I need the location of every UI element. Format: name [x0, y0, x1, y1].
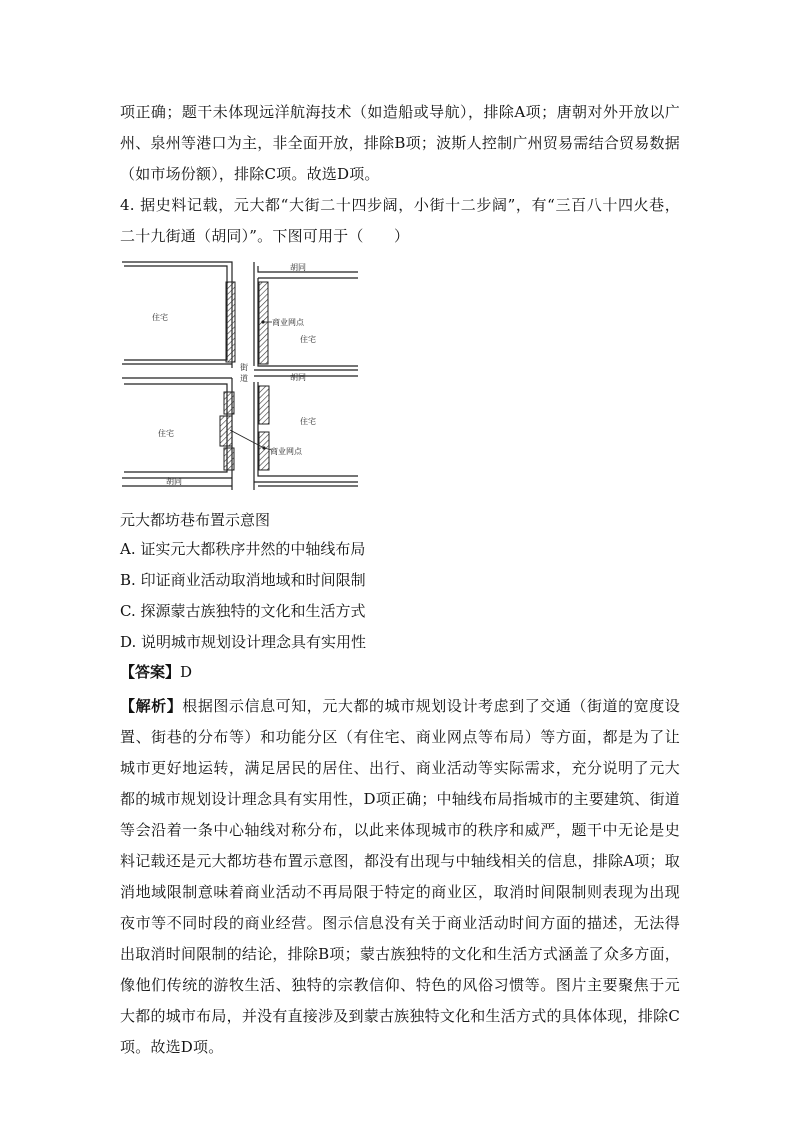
shop-block — [224, 448, 234, 470]
analysis-text: 根据图示信息可知，元大都的城市规划设计考虑到了交通（街道的宽度设置、街巷的分布等）和功能分区（有住宅、商业网点等布局）等方面，都是为了让城市更好地运转，满足居民的居住、出行、商业活动等实际需求，充分说明了元大都的城市规划设计理念具有实用性，D项正确；中轴线布局指城市的主要建筑、街道等会沿着一条中心轴线对称分布，以此来体现城市的秩序和威严，题干中无论是史料记载还是元大都坊巷布置示意图，都没有出现与中轴线相关的信息，排除A项；取消地域限制意味着商业活动不再局限于特定的商业区，取消时间限制则表现为出现夜市等不同时段的商业经营。图示信息没有关于商业活动时间方面的描述，无法得出取消时间限制的结论，排除B项；蒙古族独特的文化和生活方式涵盖了众多方面，像他们传统的游牧生活、独特的宗教信仰、特色的风俗习惯等。图片主要聚焦于元大都的城市布局，并没有直接涉及到蒙古族独特文化和生活方式的具体体现，排除C项。故选D项。 — [120, 697, 680, 1056]
option-letter: A. — [120, 540, 136, 558]
figure-caption: 元大都坊巷布置示意图 — [120, 511, 271, 529]
intro-paragraph: 项正确；题干未体现远洋航海技术（如造船或导航），排除A项；唐朝对外开放以广州、泉州等港口为主，非全面开放，排除B项；波斯人控制广州贸易需结合贸易数据（如市场份额），排除C项。故选D项。 — [120, 103, 680, 183]
shop-label: 商业网点 — [272, 318, 304, 327]
answer-label: 【答案】 — [120, 663, 181, 681]
shop-block — [220, 416, 232, 446]
residence-label: 住宅 — [158, 429, 174, 438]
option-letter: D. — [120, 633, 137, 651]
option-letter: B. — [120, 571, 136, 589]
hutong-label: 胡同 — [290, 263, 306, 272]
option-text: 探源蒙古族独特的文化和生活方式 — [140, 602, 366, 620]
street-label: 街 — [240, 363, 248, 372]
option-c — [120, 599, 366, 623]
option-text: 印证商业活动取消地域和时间限制 — [140, 571, 366, 589]
block-edge — [124, 266, 227, 360]
street-layout-diagram — [122, 258, 358, 492]
street-layout-figure — [122, 258, 358, 492]
option-letter: C. — [120, 602, 136, 620]
analysis-label: 【解析】 — [120, 697, 183, 715]
shop-block — [224, 392, 234, 414]
shop-block — [259, 386, 269, 424]
shop-label: 商业网点 — [270, 447, 302, 456]
shop-block — [259, 432, 269, 470]
hutong-label: 胡同 — [166, 477, 182, 486]
analysis-paragraph — [120, 691, 680, 1063]
residence-label: 住宅 — [300, 335, 316, 344]
option-text: 证实元大都秩序井然的中轴线布局 — [140, 540, 366, 558]
option-d — [120, 630, 366, 654]
answer-line — [120, 660, 192, 684]
option-text: 说明城市规划设计理念具有实用性 — [141, 633, 367, 651]
residence-label: 住宅 — [300, 417, 316, 426]
question-stem: 4. 据史料记载，元大都“大街二十四步阔，小街十二步阔”，有“三百八十四火巷，二十九街通（胡同）”。下图可用于（ ） — [120, 196, 680, 245]
option-a — [120, 537, 365, 561]
street-label: 道 — [240, 374, 248, 383]
residence-label: 住宅 — [152, 313, 168, 322]
hutong-label: 胡同 — [290, 373, 306, 382]
block-edge — [122, 262, 232, 368]
option-b — [120, 568, 366, 592]
shop-block — [226, 282, 235, 362]
answer-value: D — [180, 663, 193, 681]
